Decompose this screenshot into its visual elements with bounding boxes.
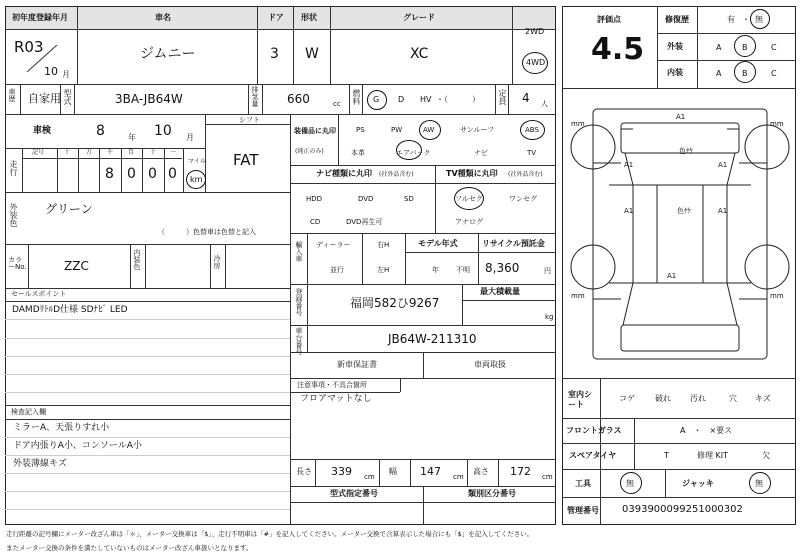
model-year-label: モデル年式 xyxy=(418,239,458,248)
mh-ichi: 一 xyxy=(170,149,177,156)
seat-stain: 汚れ xyxy=(690,394,706,403)
tv-analog: アナログ xyxy=(455,218,483,226)
model-year-unknown: 不明 xyxy=(456,266,470,274)
diag-mm-4: mm xyxy=(770,292,784,300)
load-label: 最大積載量 xyxy=(480,287,520,296)
mgmt-label: 管理番号 xyxy=(567,506,599,515)
inspect-month: 10 xyxy=(154,123,172,139)
model-year-unit: 年 xyxy=(432,266,439,274)
first-reg-label: 初年度登録年月 xyxy=(12,13,68,22)
diag-a1-5: A1 xyxy=(718,207,728,215)
reg-label: 登録番号 xyxy=(295,288,303,316)
type-approval-label: 型式指定番号 xyxy=(330,489,378,498)
ac-label: 冷房 xyxy=(213,255,221,269)
navi-label: ナビ種類に丸印 xyxy=(316,169,372,178)
mileage-digit-2: 0 xyxy=(127,166,136,182)
mh-sen: 千 xyxy=(107,149,114,156)
diag-a1-2: A1 xyxy=(624,161,634,169)
score-value: 4.5 xyxy=(591,32,645,67)
seat-burn: コゲ xyxy=(619,394,635,403)
reg-month-unit: 月 xyxy=(62,70,70,79)
import-left-h: 左H xyxy=(377,266,390,274)
diag-a1-6: A1 xyxy=(667,272,677,280)
shift-label: シフト xyxy=(239,116,260,124)
model-label: 型式 xyxy=(63,89,72,105)
mgmt-number: 0393900099251000302 xyxy=(622,504,743,515)
interior-score-label: 内装 xyxy=(667,68,683,77)
seat-hole: 穴 xyxy=(729,394,737,403)
int-b: B xyxy=(742,69,748,78)
drive-2wd: 2WD xyxy=(525,27,545,36)
disp-label: 排気量 xyxy=(251,86,259,107)
tools-none: 無 xyxy=(626,479,634,488)
door-label: ドア xyxy=(268,13,284,22)
interior-label: 内装色 xyxy=(133,249,141,270)
footer-line-1: 走行距離の記号欄にメーター改ざん車は「＊」、メーター交換車は「$」、走行不明車は「#」を記入してください。メーター交換で合算表示した場合にも「$」を記入してください。 xyxy=(6,530,534,538)
car-name-label: 車名 xyxy=(155,13,171,22)
width-label: 幅 xyxy=(389,467,397,476)
color-no: ZZC xyxy=(64,259,89,273)
import-label: 輸入車 xyxy=(295,241,303,262)
import-parallel: 並行 xyxy=(330,266,344,274)
ext-c: C xyxy=(771,43,777,52)
height-cm: cm xyxy=(542,473,553,481)
navi-cd: CD xyxy=(310,218,321,226)
km-label: km xyxy=(190,175,203,184)
notes-text: フロアマットなし xyxy=(300,394,372,404)
shape-label: 形状 xyxy=(301,13,317,22)
seat-tear: 破れ xyxy=(655,394,671,403)
mh-man: 万 xyxy=(86,149,93,156)
int-a: A xyxy=(716,69,722,78)
equip-leather: 本革 xyxy=(351,149,365,157)
score-label: 評価点 xyxy=(597,15,621,24)
height: 172 xyxy=(510,465,531,478)
equip-aw: AW xyxy=(423,126,435,134)
car-name: ジムニー xyxy=(140,46,196,62)
navi-dvd: DVD xyxy=(358,195,374,203)
navi-sd: SD xyxy=(404,195,414,203)
mh-juu: 十 xyxy=(150,149,157,156)
equip-tv: TV xyxy=(527,149,537,157)
jack-label: ジャッキ xyxy=(682,479,714,488)
manual: 車両取扱 xyxy=(474,360,506,369)
spare-t: T xyxy=(664,451,669,460)
reg-number: 福岡582ひ9267 xyxy=(350,296,440,310)
equip-abs: ABS xyxy=(525,126,539,134)
ext-b: B xyxy=(742,43,748,52)
inspect-month-unit: 月 xyxy=(186,133,194,142)
fuel-other: ・（ ） xyxy=(436,95,480,104)
diag-mm-1: mm xyxy=(571,120,585,128)
spare-repair: 修理 KIT xyxy=(697,451,729,460)
color-note: （ ）色替車は色替と記入 xyxy=(158,228,256,236)
fuel-hv: HV xyxy=(420,95,432,104)
diag-mm-2: mm xyxy=(770,120,784,128)
color-label: 外装色 xyxy=(9,203,18,227)
seat-scratch: キズ xyxy=(755,394,771,403)
import-right-h: 右H xyxy=(377,241,390,249)
reg-year: R03 xyxy=(14,38,44,56)
inspect-year-unit: 年 xyxy=(128,133,136,142)
mileage-digit-1: 8 xyxy=(105,166,114,182)
glass-label: フロントガラス xyxy=(566,426,622,435)
navi-dvd-play: DVD再生可 xyxy=(346,218,383,226)
diag-a1-1: A1 xyxy=(676,113,686,121)
width-cm: cm xyxy=(453,473,464,481)
equip-airbag: エアバック xyxy=(396,149,431,157)
exterior-label: 外装 xyxy=(667,42,683,51)
diag-iroya-1: 色ﾔｹ xyxy=(679,147,693,155)
diag-a1-4: A1 xyxy=(624,207,634,215)
height-label: 高さ xyxy=(473,467,489,476)
grade-label: グレード xyxy=(403,13,435,22)
footer-line-2: またメーター交換の条件を満たしていないものはメーター改ざん車扱いとなります。 xyxy=(6,544,253,552)
recycle-label: リサイクル預託金 xyxy=(482,239,545,248)
tv-fullseg: フルセグ xyxy=(455,195,483,203)
drive-4wd: 4WD xyxy=(526,58,546,67)
repair-label: 修復歴 xyxy=(665,15,689,24)
mileage-digit-4: 0 xyxy=(168,166,177,182)
navi-hdd: HDD xyxy=(306,195,323,203)
new-warranty: 新車保証書 xyxy=(337,360,377,369)
grade: XC xyxy=(410,46,429,62)
equip-ps: PS xyxy=(356,126,365,134)
color-value: グリーン xyxy=(45,202,93,216)
equip-sub: (純正のみ) xyxy=(295,148,324,155)
inspector-line-2: ドア内張りA小、コンソールA小 xyxy=(13,441,142,451)
doors: 3 xyxy=(270,46,279,62)
mileage-digit-3: 0 xyxy=(148,166,157,182)
mh-hyaku: 百 xyxy=(128,149,135,156)
equip-sunroof: サンルーフ xyxy=(460,126,495,134)
seat-label: 室内シート xyxy=(568,390,592,410)
reg-month: 10 xyxy=(44,65,58,78)
diag-mm-3: mm xyxy=(571,292,585,300)
length: 339 xyxy=(331,465,352,478)
notes-label: 注意事項・不具合箇所 xyxy=(297,381,367,389)
displacement: 660 xyxy=(287,92,310,106)
navi-sub: (社外品含む) xyxy=(379,171,414,178)
fuel-d: D xyxy=(398,95,405,104)
capacity-unit: 人 xyxy=(541,100,548,108)
repair-yes: 有 xyxy=(727,15,735,24)
inspect-label: 車検 xyxy=(33,126,52,136)
inspector-label: 検査記入欄 xyxy=(11,408,46,416)
length-cm: cm xyxy=(364,473,375,481)
equip-navi: ナビ xyxy=(474,149,488,157)
ext-a: A xyxy=(716,43,722,52)
shape: W xyxy=(305,46,319,62)
repair-dot: ・ xyxy=(742,15,750,24)
sales-label: セールスポイント xyxy=(11,290,67,298)
tv-sub: (社外品含む) xyxy=(508,171,543,178)
inspector-line-3: 外装薄線キズ xyxy=(13,459,67,469)
spare-label: スペアタイヤ xyxy=(569,451,617,460)
chassis-label: 車台番号 xyxy=(295,327,303,355)
diag-iroya-2: 色ﾔｹ xyxy=(677,207,691,215)
import-dealer: ディーラー xyxy=(316,241,351,249)
length-label: 長さ xyxy=(296,467,312,476)
mh-ten-man: 十 xyxy=(64,149,71,156)
color-no-label: カラーNo. xyxy=(8,256,27,271)
inspect-year: 8 xyxy=(96,123,105,139)
spare-missing: 欠 xyxy=(762,451,770,460)
class-label: 類別区分番号 xyxy=(468,489,516,498)
mh-symbol: 記号 xyxy=(32,149,45,156)
fuel-g: G xyxy=(373,95,380,104)
model: 3BA-JB64W xyxy=(115,92,183,106)
inspector-line-1: ミラーA、天張りすれ小 xyxy=(13,423,110,433)
int-c: C xyxy=(771,69,777,78)
jack-none: 無 xyxy=(755,479,763,488)
equip-pw: PW xyxy=(391,126,403,134)
chassis-number: JB64W-211310 xyxy=(388,332,477,346)
tools-label: 工具 xyxy=(575,479,591,488)
recycle-value: 8,360 xyxy=(485,261,520,275)
width: 147 xyxy=(420,465,441,478)
capacity: 4 xyxy=(522,91,530,105)
tv-label: TV種類に丸印 xyxy=(446,169,498,178)
equip-label: 装備品に丸印 xyxy=(294,127,336,135)
load-kg: kg xyxy=(545,313,554,321)
sales-text: DAMDﾘﾄﾙD仕様 SDﾅﾋﾞ LED xyxy=(12,305,128,315)
capacity-label: 定員 xyxy=(498,89,507,105)
usage: 自家用 xyxy=(28,92,61,105)
car-diagram xyxy=(563,89,795,376)
cc-unit: cc xyxy=(333,100,341,108)
diag-a1-3: A1 xyxy=(718,161,728,169)
repair-no: 無 xyxy=(755,15,763,24)
tv-oneseg: ワンセグ xyxy=(509,195,537,203)
fuel-label: 燃料 xyxy=(352,89,361,105)
shift-value: FAT xyxy=(233,151,259,169)
mileage-label: 走行 xyxy=(9,160,18,176)
glass-value: A ・ ×要ス xyxy=(680,426,733,435)
usage-label: 車歴 xyxy=(8,88,16,102)
recycle-yen: 円 xyxy=(544,267,551,275)
mile-label: マイル xyxy=(188,158,206,165)
